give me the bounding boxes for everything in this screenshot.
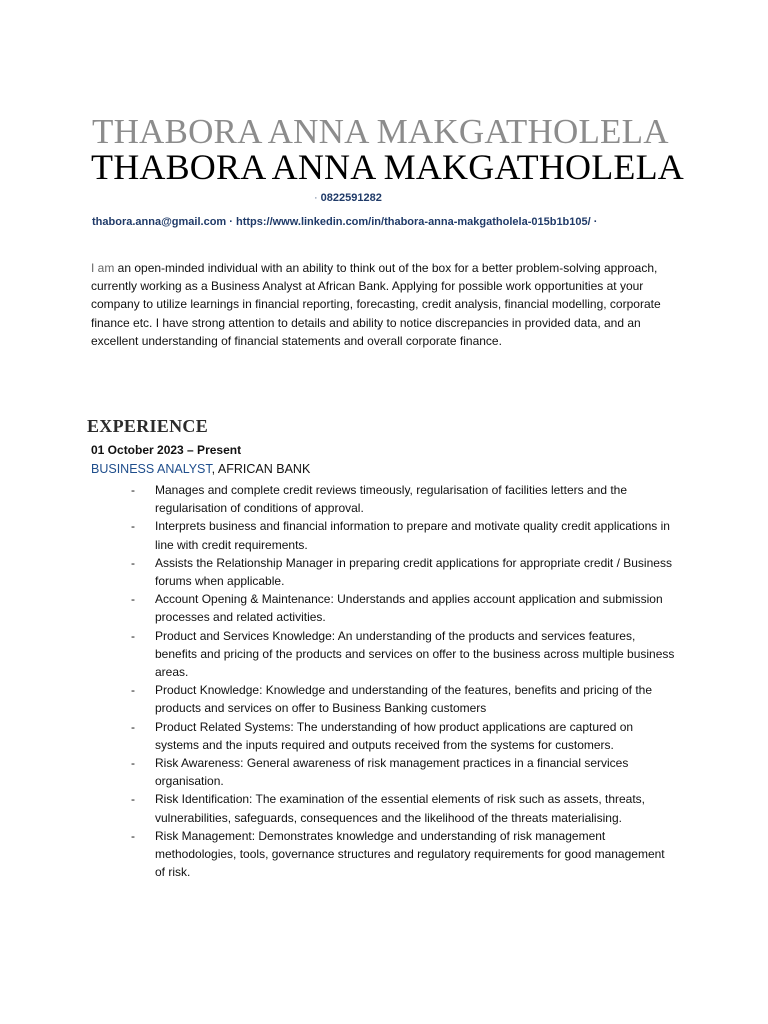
- contact-line: thabora.anna@gmail.com · https://www.linkedin.com/in/thabora-anna-makgatholela-015b1b105/ ·: [92, 216, 598, 228]
- summary-text: an open-minded individual with an ability to think out of the box for a better problem-solving approach, currently working as a Business Analyst at African Bank. Applying for possible work opportunities at your company to utilize learnings in financial reporting, forecasting, credit analysis, financial modelling, corporate finance etc. I have strong attention to details and ability to notice discrepancies in provided data, and an excellent understanding of financial statements and overall corporate finance.: [91, 261, 661, 348]
- duty-text: Manages and complete credit reviews timeously, regularisation of facilities letters and the regularisation of conditions of approval.: [155, 483, 628, 516]
- duty-text: Product Related Systems: The understanding of how product applications are captured on systems and the inputs required and outputs received from the systems for customers.: [155, 719, 634, 752]
- duty-item: [0, 790, 675, 826]
- duty-text: Account Opening & Maintenance: Understands and applies account application and submission processes and related activities.: [155, 592, 663, 625]
- job-title: BUSINESS ANALYST: [91, 462, 212, 476]
- duty-item: [0, 627, 675, 682]
- summary-lead: I am: [91, 261, 115, 275]
- dash-marker: -: [131, 792, 135, 807]
- dash-marker: -: [131, 592, 135, 607]
- duty-item: [0, 718, 675, 754]
- phone-separator: ·: [314, 192, 318, 204]
- job-company: , AFRICAN BANK: [211, 462, 311, 476]
- job-dates: 01 October 2023 – Present: [91, 443, 242, 457]
- dash-marker: -: [131, 683, 135, 698]
- duty-item: [0, 590, 675, 626]
- duty-item: [0, 481, 675, 517]
- duty-item: [0, 554, 675, 590]
- dash-marker: -: [131, 756, 135, 771]
- duty-text: Risk Management: Demonstrates knowledge and understanding of risk management methodologies, tools, governance structures and regulatory requirements for good management of risk.: [155, 828, 665, 880]
- phone-line: [314, 192, 382, 204]
- duty-item: [0, 681, 675, 717]
- duties-list: [0, 481, 768, 881]
- experience-heading: EXPERIENCE: [87, 416, 209, 436]
- duty-text: Risk Awareness: General awareness of risk management practices in a financial services organisation.: [155, 756, 629, 789]
- dash-marker: -: [131, 555, 135, 570]
- dash-marker: -: [131, 628, 135, 643]
- duty-item: [0, 827, 675, 882]
- dash-marker: -: [131, 828, 135, 843]
- dash-marker: -: [131, 519, 135, 534]
- name-heading-shadow: THABORA ANNA MAKGATHOLELA: [92, 112, 669, 151]
- summary-paragraph: [91, 259, 671, 350]
- duty-item: [0, 517, 675, 553]
- duty-text: Product Knowledge: Knowledge and understanding of the features, benefits and pricing of the products and services on offer to Business Banking customers: [155, 683, 653, 716]
- duty-item: [0, 754, 675, 790]
- duty-text: Risk Identification: The examination of the essential elements of risk such as assets, threats, vulnerabilities, safeguards, consequences and the likelihood of the threats materialising.: [155, 792, 646, 825]
- duty-text: Assists the Relationship Manager in preparing credit applications for appropriate credit / Business forums when applicable.: [155, 555, 672, 589]
- dash-marker: -: [131, 719, 135, 734]
- duty-text: Interprets business and financial information to prepare and motivate quality credit applications in line with credit requirements.: [155, 519, 670, 552]
- duty-text: Product and Services Knowledge: An understanding of the products and services features, benefits and pricing of the products and services on offer to the business across multiple business areas.: [155, 628, 675, 680]
- name-heading: THABORA ANNA MAKGATHOLELA: [91, 147, 685, 187]
- dash-marker: -: [131, 483, 135, 497]
- job-line: [91, 462, 310, 476]
- phone-number: 0822591282: [320, 192, 382, 204]
